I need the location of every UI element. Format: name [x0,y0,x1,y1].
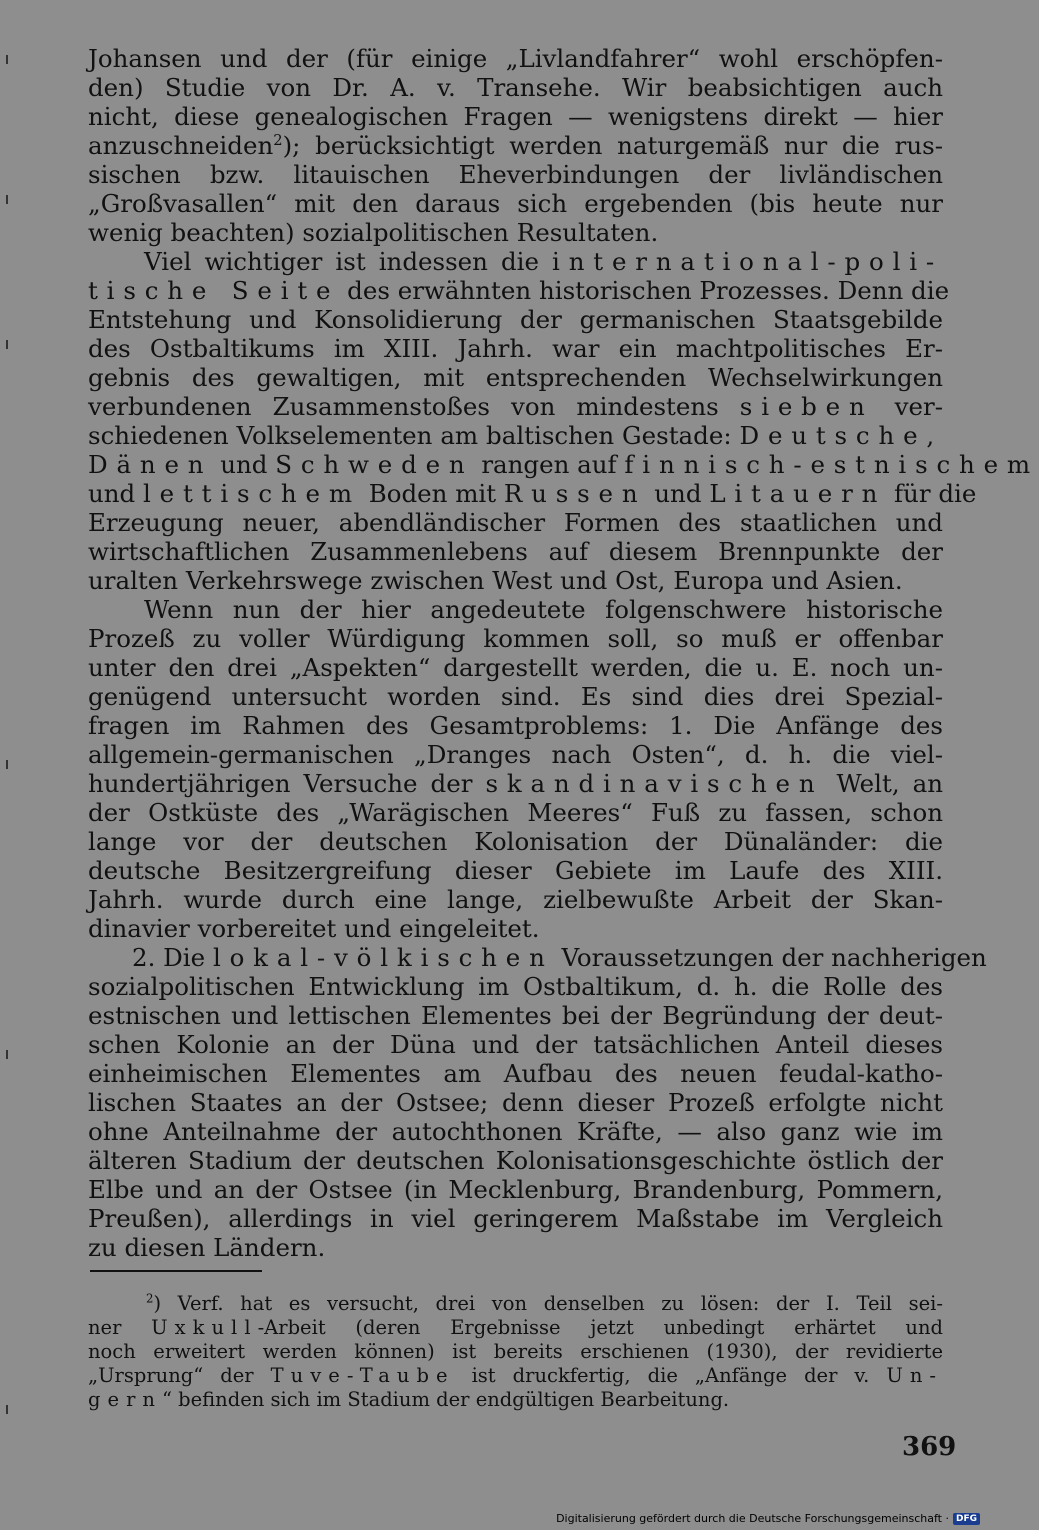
text-run: anzuschneiden [88,131,274,160]
text-run: und [646,479,710,508]
text-line [88,189,943,218]
text-run: ohne Anteilnahme der autochthonen Kräfte, — also ganz wie im [88,1117,943,1146]
spaced-emphasis: sieben [739,392,874,421]
text-run: allgemein-germanischen „Dranges nach Osten“, d. h. die viel- [88,740,943,769]
text-line [88,247,943,276]
text-line [88,363,943,392]
text-run: Erzeugung neuer, abendländischer Formen des staatlichen und [88,508,943,537]
spaced-emphasis: tische Seite [88,276,340,305]
spaced-emphasis: lettischem [143,479,361,508]
footer-text: Digitalisierung gefördert durch die Deutsche Forschungsgemeinschaft · [556,1512,949,1525]
footnote-line [88,1340,943,1364]
text-run: älteren Stadium der deutschen Kolonisationsgeschichte östlich der [88,1146,943,1175]
text-run: Preußen), allerdings in viel geringerem Maßstabe im Vergleich [88,1204,943,1233]
text-line [88,682,943,711]
text-line [88,160,943,189]
footnote-marker: 2 [273,131,283,149]
text-run: ) Verf. hat es versucht, drei von denselben zu lösen: der I. Teil sei- [153,1292,943,1315]
spaced-emphasis: Litauern [709,479,887,508]
spaced-emphasis: Uxkull [151,1316,258,1339]
text-run: schiedenen Volkselementen am baltischen Gestade: [88,421,740,450]
text-line [88,798,943,827]
spaced-emphasis: Schweden [275,450,474,479]
text-line [88,508,943,537]
text-line [88,653,943,682]
text-line [88,537,943,566]
text-line [88,1088,943,1117]
footnote-line [88,1388,943,1412]
text-run: lange vor der deutschen Kolonisation der Dünaländer: die [88,827,943,856]
text-run: des Ostbaltikums im XIII. Jahrh. war ein machtpolitisches Er- [88,334,943,363]
text-line [88,1117,943,1146]
text-line [88,1233,943,1262]
footnote-line [88,1292,943,1316]
main-text-block [88,44,1039,1262]
digitization-credit [556,1512,980,1525]
margin-mark [6,55,8,64]
text-run: ist druckfertig, die „Anfänge der v. [454,1364,887,1387]
text-run: gebnis des gewaltigen, mit entsprechenden Wechselwirkungen [88,363,943,392]
footnote-line [88,1364,943,1388]
margin-mark [6,340,8,349]
text-line [88,566,943,595]
text-line [88,102,943,131]
text-run: Johansen und der (für einige „Livlandfahrer“ wohl erschöpfen- [88,44,943,73]
spaced-emphasis: skandinavischen [485,769,824,798]
text-run: Welt, an [823,769,943,798]
text-run: Prozeß zu voller Würdigung kommen soll, so muß er offenbar [88,624,943,653]
text-line [88,827,943,856]
text-line [88,392,943,421]
text-run: des erwähnten historischen Prozesses. Denn die [339,276,950,305]
dfg-logo: DFG [953,1513,980,1525]
text-line [88,1146,943,1175]
margin-mark [6,1405,8,1414]
text-run: ner [88,1316,152,1339]
text-run: und [212,450,276,479]
text-run: ); berücksichtigt werden naturgemäß nur die rus- [282,131,943,160]
text-run: Jahrh. wurde durch eine lange, zielbewußte Arbeit der Skan- [88,885,943,914]
text-run: Entstehung und Konsolidierung der germanischen Staatsgebilde [88,305,943,334]
text-line [88,44,943,73]
text-run: nicht, diese genealogischen Fragen — wenigstens direkt — hier [88,102,943,131]
text-line [88,131,943,160]
text-run: genügend untersucht worden sind. Es sind dies drei Spezial- [88,682,943,711]
margin-mark [6,760,8,769]
text-run: noch erweitert werden können) ist bereits erschienen (1930), der revidierte [88,1340,943,1363]
spaced-emphasis: Tuve-Taube [270,1364,455,1387]
text-line [88,421,943,450]
text-run: lischen Staates an der Ostsee; denn dieser Prozeß erfolgte nicht [88,1088,943,1117]
text-line [88,769,943,798]
text-line [88,740,943,769]
spaced-emphasis: Un- [886,1364,944,1387]
text-line [88,624,943,653]
text-line [88,1204,943,1233]
text-run: “ befinden sich im Stadium der endgültigen Bearbeitung. [161,1388,730,1411]
spaced-emphasis: lokal-völkischen [212,943,554,972]
text-run: deutsche Besitzergreifung dieser Gebiete im Laufe des XIII. [88,856,943,885]
footnote-marker: 2 [146,1291,154,1306]
text-run: wirtschaftlichen Zusammenlebens auf diesem Brennpunkte der [88,537,943,566]
text-run: der Ostküste des „Warägischen Meeres“ Fuß zu fassen, schon [88,798,943,827]
text-run: für die [886,479,977,508]
spaced-emphasis: international-poli- [552,247,943,276]
text-line [88,1030,943,1059]
text-run: 2. Die [132,943,213,972]
spaced-emphasis: finnisch-estnischem [624,450,1039,479]
text-line [88,1059,943,1088]
footnote-separator [90,1270,262,1272]
margin-mark [6,195,8,204]
text-run: zu diesen Ländern. [88,1233,326,1262]
text-run: Viel wichtiger ist indessen die [144,247,553,276]
text-line [88,943,987,972]
text-run: ver- [873,392,943,421]
text-line [88,972,943,1001]
text-run: den) Studie von Dr. A. v. Transehe. Wir beabsichtigen auch [88,73,943,102]
footnote-line [88,1316,943,1340]
text-line [88,276,950,305]
spaced-emphasis: gern [88,1388,162,1411]
text-line [88,1175,943,1204]
text-line [88,711,943,740]
text-line [88,914,943,943]
spaced-emphasis: Dänen [88,450,213,479]
text-run: Boden mit [360,479,504,508]
text-line [88,1001,943,1030]
text-run: und [88,479,144,508]
text-line [88,218,943,247]
page-number: 369 [902,1432,957,1462]
text-line [88,885,943,914]
text-run: Elbe und an der Ostsee (in Mecklenburg, Brandenburg, Pommern, [88,1175,943,1204]
text-line [88,479,977,508]
text-run: uralten Verkehrswege zwischen West und Ost, Europa und Asien. [88,566,903,595]
spaced-emphasis: Deutsche, [739,421,943,450]
text-run: unter den drei „Aspekten“ dargestellt werden, die u. E. noch un- [88,653,943,682]
text-run: einheimischen Elementes am Aufbau des neuen feudal-katho- [88,1059,943,1088]
text-line [88,856,943,885]
text-run: wenig beachten) sozialpolitischen Resultaten. [88,218,659,247]
text-line [88,334,943,363]
margin-mark [6,1050,8,1059]
footnote-block [88,1292,943,1412]
text-line [88,73,943,102]
text-run: hundertjährigen Versuche der [88,769,486,798]
text-run: dinavier vorbereitet und eingeleitet. [88,914,540,943]
text-run: „Großvasallen“ mit den daraus sich ergebenden (bis heute nur [88,189,943,218]
text-run: Wenn nun der hier angedeutete folgenschwere historische [144,595,943,624]
text-run: estnischen und lettischen Elementes bei der Begründung der deut- [88,1001,943,1030]
text-run: „Ursprung“ der [88,1364,271,1387]
spaced-emphasis: Russen [503,479,647,508]
text-run: sozialpolitischen Entwicklung im Ostbaltikum, d. h. die Rolle des [88,972,943,1001]
text-run: Voraussetzungen der nachherigen [553,943,987,972]
text-run: schen Kolonie an der Düna und der tatsächlichen Anteil dieses [88,1030,943,1059]
text-run: rangen auf [473,450,625,479]
text-line [88,450,1039,479]
text-line [88,595,943,624]
text-run: -Arbeit (deren Ergebnisse jetzt unbedingt erhärtet und [257,1316,943,1339]
text-run: sischen bzw. litauischen Eheverbindungen der livländischen [88,160,943,189]
text-run: fragen im Rahmen des Gesamtproblems: 1. Die Anfänge des [88,711,943,740]
text-run: verbundenen Zusammenstoßes von mindestens [88,392,740,421]
text-line [88,305,943,334]
